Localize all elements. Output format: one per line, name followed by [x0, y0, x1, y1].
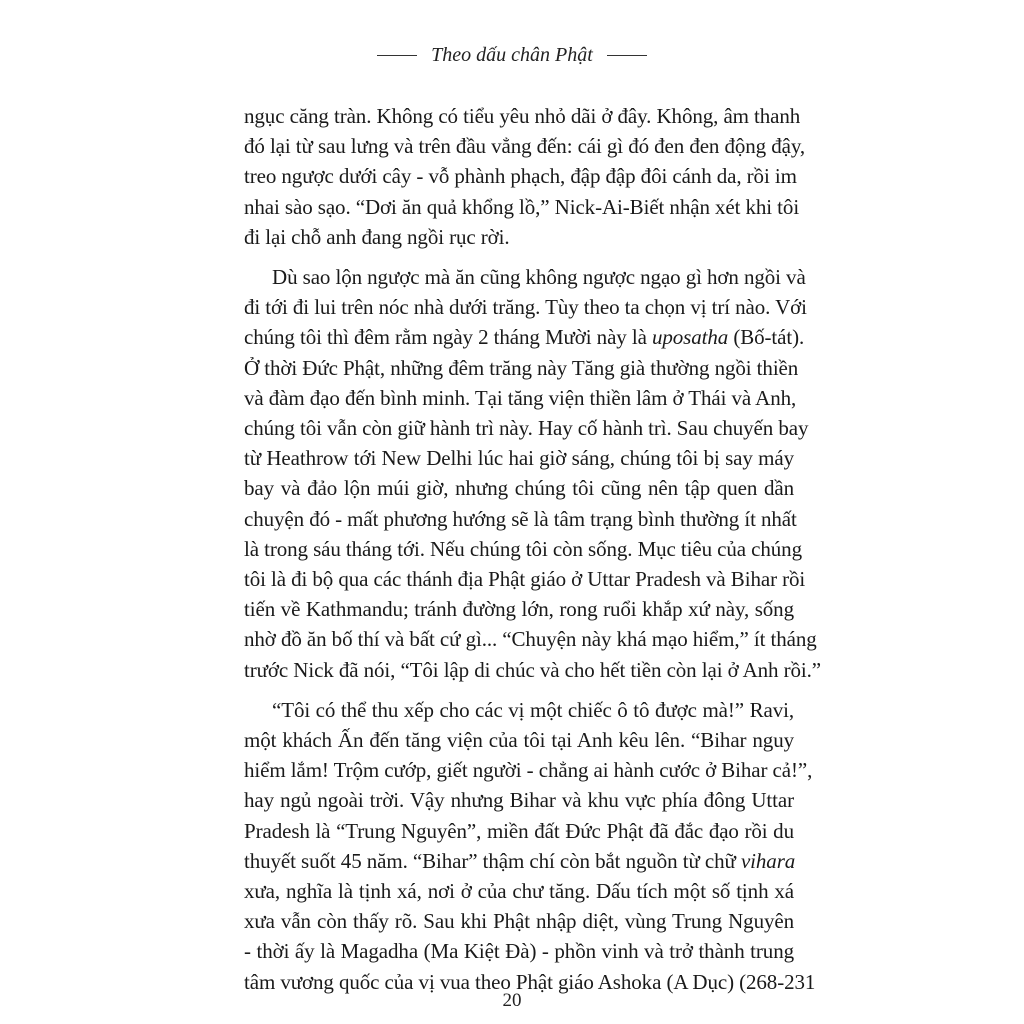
text-line: tôi là đi bộ qua các thánh địa Phật giáo ở Uttar Pradesh và Bihar rồi — [244, 567, 806, 592]
text-line: - thời ấy là Magadha (Ma Kiệt Đà) - phồn vinh và trở thành trung — [244, 939, 794, 964]
text-line: treo ngược dưới cây - vỗ phành phạch, đập đập đôi cánh da, rồi im — [244, 164, 797, 189]
paragraph — [244, 695, 816, 997]
text-line: trước Nick đã nói, “Tôi lập di chúc và cho hết tiền còn lại ở Anh rồi.” — [244, 657, 821, 682]
text-line: nhai sào sạo. “Dơi ăn quả khổng lồ,” Nick-Ai-Biết nhận xét khi tôi — [244, 194, 800, 219]
text-line: Pradesh là “Trung Nguyên”, miền đất Đức Phật đã đắc đạo rồi du — [244, 818, 794, 843]
paragraph — [244, 101, 806, 252]
text-line: là trong sáu tháng tới. Nếu chúng tôi còn sống. Mục tiêu của chúng — [244, 536, 802, 561]
text-line: từ Heathrow tới New Delhi lúc hai giờ sáng, chúng tôi bị say máy — [244, 446, 794, 471]
text-line: ngục căng tràn. Không có tiểu yêu nhỏ dãi ở đây. Không, âm thanh — [244, 104, 801, 128]
text-line: đó lại từ sau lưng và trên đầu vẳng đến: cái gì đó đen đen động đậy, — [244, 134, 806, 159]
page-number: 20 — [502, 990, 522, 1011]
text-line: tiến về Kathmandu; tránh đường lớn, rong ruổi khắp xứ này, sống — [244, 597, 794, 622]
running-header-title: Theo dấu chân Phật — [431, 44, 593, 66]
paragraph — [244, 262, 821, 685]
text-line: xưa, nghĩa là tịnh xá, nơi ở của chư tăng. Dấu tích một số tịnh xá — [244, 879, 794, 904]
text-line: “Tôi có thể thu xếp cho các vị một chiếc ô tô được mà!” Ravi, — [272, 697, 794, 722]
running-header — [0, 44, 1024, 67]
text-line: bay và đảo lộn múi giờ, nhưng chúng tôi cũng nên tập quen dần — [244, 476, 794, 501]
text-line: tâm vương quốc của vị vua theo Phật giáo Ashoka (A Dục) (268-231 — [244, 969, 816, 994]
header-rule-right — [607, 55, 647, 56]
body-text — [244, 101, 821, 1007]
text-line: hay ngủ ngoài trời. Vậy nhưng Bihar và khu vực phía đông Uttar — [244, 788, 794, 813]
text-line: thuyết suốt 45 năm. “Bihar” thậm chí còn bắt nguồn từ chữ vihara — [244, 848, 796, 873]
text-line: Dù sao lộn ngược mà ăn cũng không ngược ngạo gì hơn ngồi và — [272, 265, 806, 290]
text-line: đi tới đi lui trên nóc nhà dưới trăng. Tùy theo ta chọn vị trí nào. Với — [244, 295, 807, 320]
header-rule-left — [377, 55, 417, 56]
text-line: Ở thời Đức Phật, những đêm trăng này Tăng già thường ngồi thiền — [244, 355, 799, 380]
text-line: và đàm đạo đến bình minh. Tại tăng viện thiền lâm ở Thái và Anh, — [244, 385, 797, 410]
text-line: một khách Ấn đến tăng viện của tôi tại Anh kêu lên. “Bihar nguy — [244, 728, 794, 753]
text-line: đi lại chỗ anh đang ngồi rục rời. — [244, 224, 510, 249]
text-line: chuyện đó - mất phương hướng sẽ là tâm trạng bình thường ít nhất — [244, 506, 797, 531]
text-line: chúng tôi vẫn còn giữ hành trì này. Hay cố hành trì. Sau chuyến bay — [244, 416, 809, 441]
text-line: nhờ đồ ăn bố thí và bất cứ gì... “Chuyện này khá mạo hiểm,” ít tháng — [244, 627, 817, 652]
text-line: chúng tôi thì đêm rằm ngày 2 tháng Mười này là uposatha (Bố-tát). — [244, 325, 805, 350]
text-line: hiểm lắm! Trộm cướp, giết người - chẳng ai hành cước ở Bihar cả!”, — [244, 758, 813, 783]
text-line: xưa vẫn còn thấy rõ. Sau khi Phật nhập diệt, vùng Trung Nguyên — [244, 909, 794, 934]
